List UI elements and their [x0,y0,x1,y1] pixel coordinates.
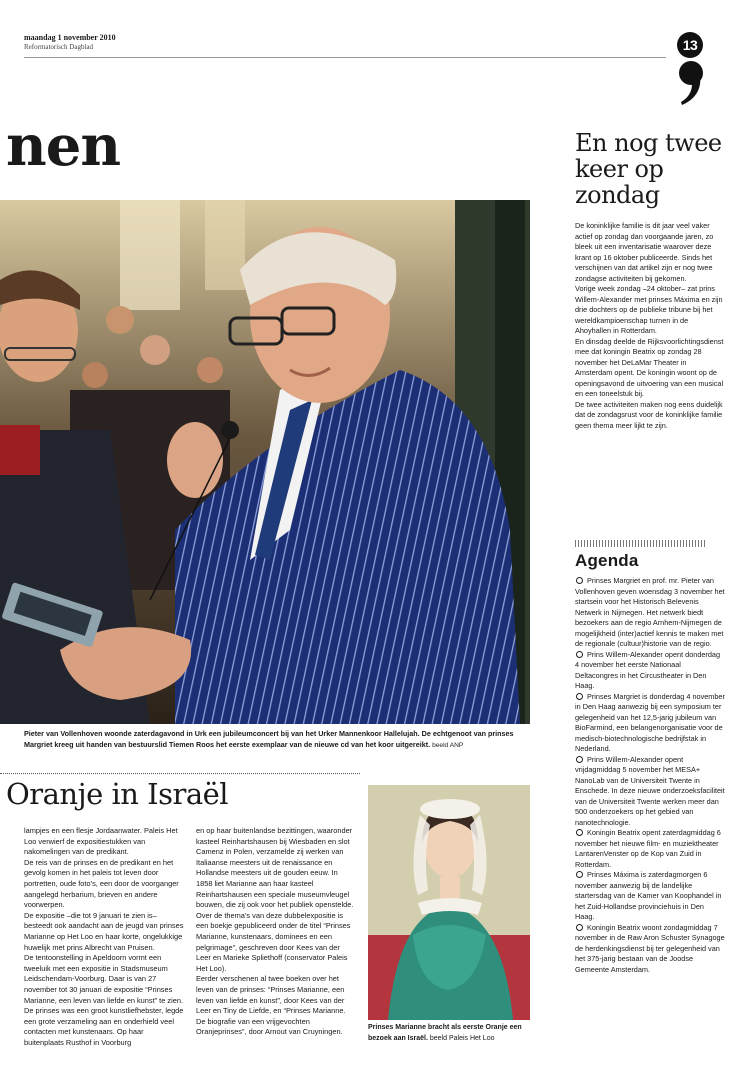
article-paragraph: Over de thema’s van deze dubbelexpositie is een boekje gepubliceerd onder de titel “Prinses Marianne, kunstenaars, dominees en een pelgrimage”, geschreven door Kees van der Leer en Marieke Spliethoff (conservator Paleis Het Loo). [196,910,351,973]
circle-bullet-icon [576,924,583,931]
sidebar-paragraph: En dinsdag deelde de Rijksvoorlichtingsdienst mee dat koningin Beatrix op zondag 28 november het DeLaMar Theater in Amsterdam opent. De koningin woont op de openingsavond de uitvoering van een musical en een toneelstuk bij. [575,336,724,398]
agenda-item-text: Koningin Beatrix opent zaterdagmiddag 6 november het nieuwe film- en muziektheater LantarenVenster op de Kop van Zuid in Rotterdam. [575,828,721,869]
main-photo [0,200,530,724]
masthead-rule [24,57,666,58]
agenda-item-text: Koningin Beatrix woont zondagmiddag 7 november in de Raw Aron Schuster Synagoge de herdenkingsdienst bij ter gelegenheid van het 375-jarig bestaan van de Joodse Gemeente Amsterdam. [575,922,725,974]
article-paragraph: De reis van de prinses en de predikant en het gevolg komen in het paleis tot leven door portretten, oude foto’s, een door de voorganger aangelegd herbarium, brieven en andere voorwerpen. [24,857,179,910]
headline-fragment-text: nen [6,113,121,179]
main-photo-caption-text: Pieter van Vollenhoven woonde zaterdagavond in Urk een jubileumconcert bij van het Urker Mannenkoor Hallelujah. De echtgenoot van prinses Margriet kreeg uit handen van bestuurslid Tiemen Roos het eerste exemplaar van de nieuwe cd van het koor uitgereikt. [24,729,514,749]
article-paragraph: lampjes en een flesje Jordaanwater. Paleis Het Loo verwierf de expositiestukken van nakomelingen van de predikant. [24,826,178,857]
portrait-caption [368,1023,538,1044]
article-paragraph: De expositie –die tot 9 januari te zien is– besteedt ook aandacht aan de jeugd van prinses Marianne op Het Loo en haar korte, ongelukkige huwelijk met prins Albrecht van Pruisen. [24,910,184,952]
article-paragraph: Eerder verschenen al twee boeken over het leven van de prinses: “Prinses Marianne, een leven van liefde en kunst”, door Kees van der Leer en Tiny de Liefde, en “Prinses Marianne. De biografie van een vrijgevochten Oranjeprinses”, door Arnout van Cruyningen. [196,974,346,1037]
article-column-1 [24,826,184,1048]
agenda-title: Agenda [575,551,639,570]
portrait-illustration [368,785,530,1020]
headline-fragment [6,113,121,179]
article-column-2 [196,826,356,1038]
main-photo-illustration [0,200,530,724]
circle-bullet-icon [576,871,583,878]
portrait-caption-text: Prinses Marianne bracht als eerste Oranje een bezoek aan Israël. [368,1024,522,1042]
agenda-item [575,828,725,870]
agenda-item [575,650,725,692]
circle-bullet-icon [576,577,583,584]
agenda-item [575,870,725,923]
agenda-tick-rule [575,540,705,547]
sidebar-paragraph: Vorige week zondag –24 oktober– zat prins Willem-Alexander met prinses Máxima en zijn drie dochters op de publieke tribune bij het wereldkampioenschap turnen in de Ahoyhallen in Rotterdam. [575,284,723,335]
agenda-item [575,755,725,829]
agenda-item-text: Prinses Margriet is donderdag 4 november in Den Haag aanwezig bij een symposium ter gelegenheid van het 12,5-jarig jubileum van BioFarmind, een belangenorganisatie voor de medisch-biotechnologische bedrijfstak in Nederland. [575,691,725,753]
agenda-item [575,692,725,755]
sidebar-paragraph: De koninklijke familie is dit jaar veel vaker actief op zondag dan voorgaande jaren, zo bleek uit een inventarisatie waarover deze krant op 16 oktober publiceerde. Sinds het verschijnen van dat artikel zijn er nog twee zondagse activiteiten bij gekomen. [575,221,714,283]
agenda-item-text: Prins Willem-Alexander opent donderdag 4 november het eerste Nationaal Deltacongres in het Circustheater in Den Haag. [575,649,721,690]
page-number: 13 [677,32,703,58]
section-divider [0,773,360,774]
sidebar-headline: En nog twee keer op zondag [575,129,722,209]
circle-bullet-icon [576,756,583,763]
comma-logo-icon [678,60,704,106]
agenda-item [575,923,725,976]
agenda-list [575,576,725,975]
agenda-item-text: Prins Willem-Alexander opent vrijdagmiddag 5 november het MESA+ NanoLab van de Universiteit Twente in Enschede. In deze nieuwe onderzoeksfaciliteit van de Universiteit Twente werken meer dan 500 onderzoekers op het gebied van nanotechnologie. [575,754,725,827]
sidebar-paragraph: De twee activiteiten maken nog eens duidelijk dat de zondagsrust voor de koninklijke familie geen thema meer lijkt te zijn. [575,399,723,430]
agenda-item [575,576,725,650]
article-paragraph: en op haar buitenlandse bezittingen, waaronder kasteel Reinhartshausen bij Wiesbaden en slot Camenz in Polen, verzamelde zij werken van Italiaanse meesters uit de renaissance en Hollandse meesters uit de gouden eeuw. In 1858 liet Marianne aan haar kasteel Reinhartshausen een speciale museumvleugel bouwen, die zij ook voor het publiek openstelde. [196,826,354,910]
portrait-image [368,785,530,1020]
masthead-date: maandag 1 november 2010 [24,33,116,42]
article-paragraph: De tentoonstelling in Apeldoorn vormt een tweeluik met een expositie in Stadsmuseum Leidschendam-Voorburg. Daar is van 27 november tot 30 januari de expositie “Prinses Marianne, een leven van liefde en kunst” te zien. De prinses was een groot kunstliefhebster, legde een grote verzameling aan en onderhield veel contacten met kunstenaars. Op haar buitenplaats Rusthof in Voorburg [24,953,184,1047]
agenda-item-text: Prinses Margriet en prof. mr. Pieter van Vollenhoven geven woensdag 3 november het startsein voor het Historisch Belevenis Netwerk in Nijmegen. Het netwerk biedt bezoekers aan de regio Arnhem-Nijmegen de mogelijkheid (inter)actief kennis te maken met de regionale (cultuur)historie van de regio. [575,576,725,648]
sidebar-body [575,221,725,431]
circle-bullet-icon [576,829,583,836]
circle-bullet-icon [576,693,583,700]
masthead-paper-name: Reformatorisch Dagblad [24,43,94,51]
article-headline: Oranje in Israël [6,777,229,811]
agenda-item-text: Prinses Máxima is zaterdagmorgen 6 november aanwezig bij de landelijke startersdag van de Kamer van Koophandel in het Zuid-Hollandse provinciehuis in Den Haag. [575,870,722,921]
main-photo-credit: beeld ANP [432,742,464,749]
portrait-credit: beeld Paleis Het Loo [429,1034,495,1042]
circle-bullet-icon [576,651,583,658]
main-photo-caption [24,728,530,751]
